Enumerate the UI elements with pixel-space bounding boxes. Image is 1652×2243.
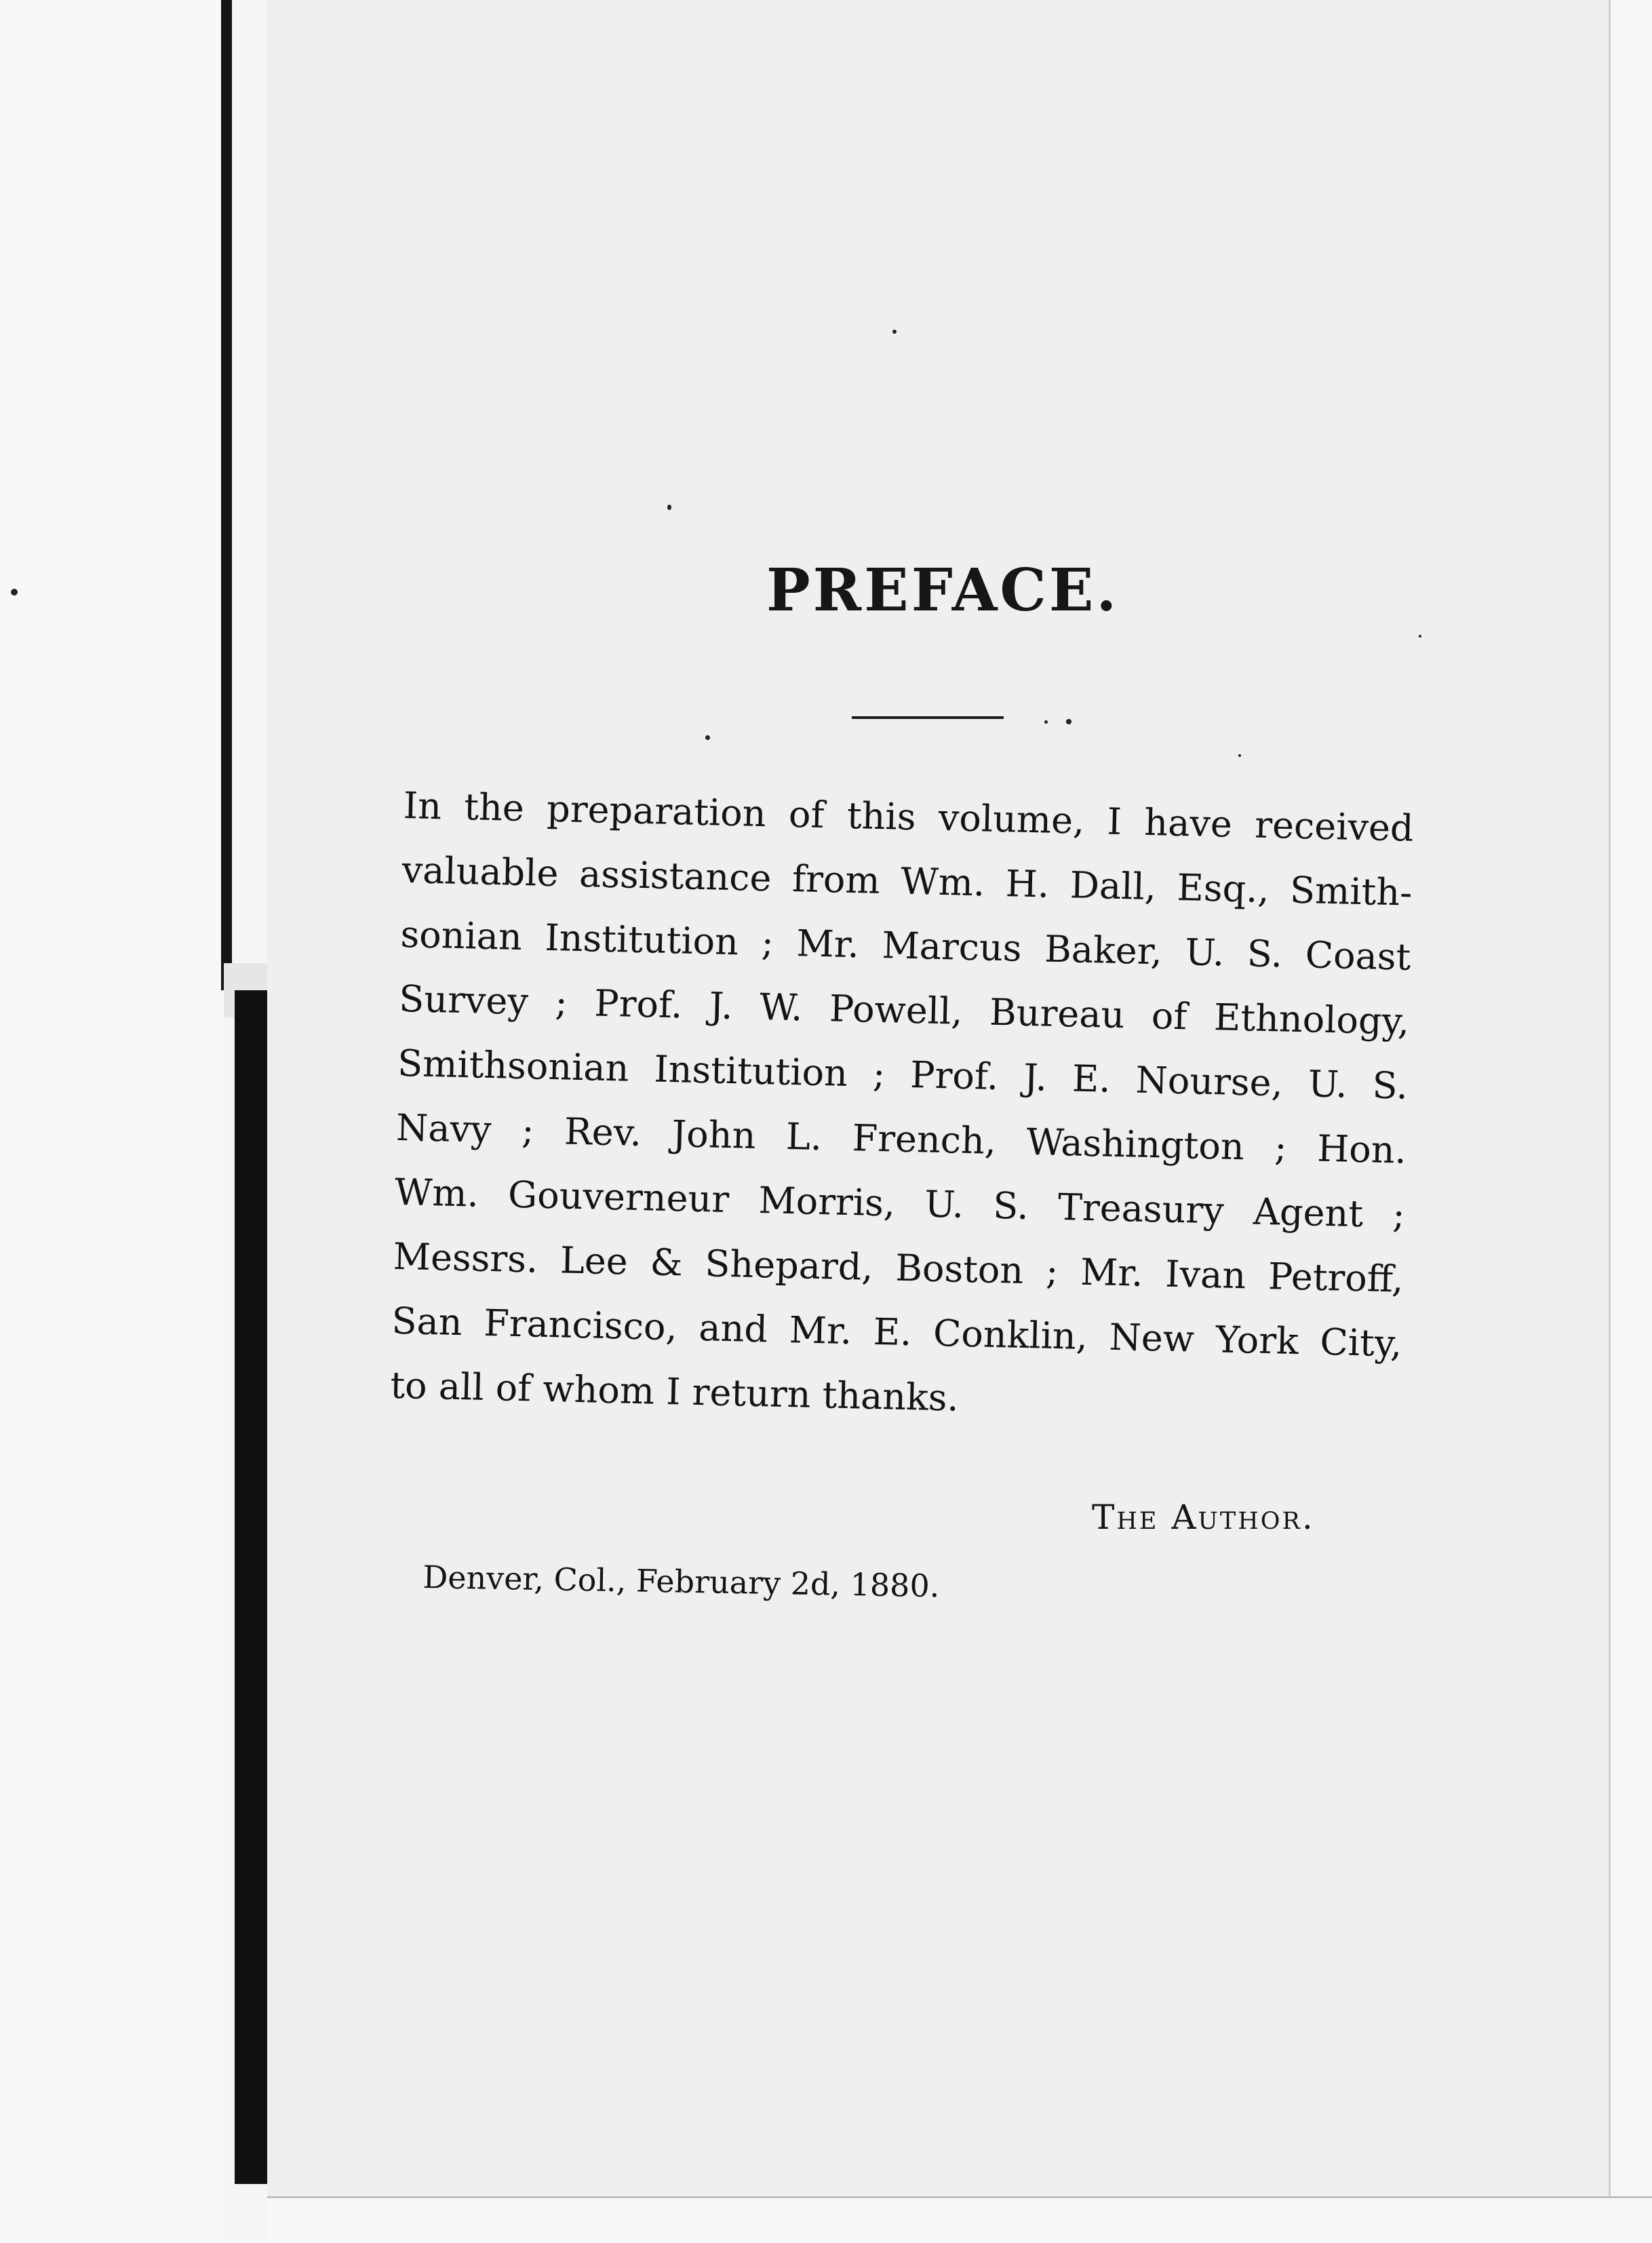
print-speck [1419,635,1421,638]
print-speck [667,505,671,510]
body-line: Survey ; Prof. J. W. Powell, Bureau of Ethnology, [398,977,1410,1043]
body-line: San Francisco, and Mr. E. Conklin, New York City, [391,1299,1403,1365]
print-speck [892,330,897,334]
page-right-margin [1609,0,1652,2241]
print-speck [705,735,710,740]
body-line: to all of whom I return thanks. [389,1363,960,1420]
binding-gutter-upper [221,0,232,990]
body-line: valuable assistance from Wm. H. Dall, Esq., Smith- [401,848,1413,914]
body-line: Smithsonian Institution ; Prof. J. E. Nourse, U. S. [397,1041,1409,1108]
facing-page-edge [0,0,224,2241]
dateline: Denver, Col., February 2d, 1880. [422,1559,940,1605]
author-signature: The Author. [1092,1498,1315,1537]
page-title: PREFACE. [766,556,1120,625]
print-speck [1066,719,1071,724]
binding-gutter-lower [235,990,267,2184]
preface-body [389,773,1434,1441]
print-speck [1238,754,1241,757]
page-bottom-margin [267,2196,1652,2243]
print-speck [1044,720,1048,724]
title-rule [852,716,1004,719]
body-line: sonian Institution ; Mr. Marcus Baker, U. S. Coast [399,912,1411,979]
body-line: Messrs. Lee & Shepard, Boston ; Mr. Ivan Petroff, [393,1234,1404,1301]
body-line: Navy ; Rev. John L. French, Washington ; Hon. [395,1106,1407,1172]
print-speck [11,589,18,596]
body-line: In the preparation of this volume, I have received [403,783,1415,850]
body-line: Wm. Gouverneur Morris, U. S. Treasury Agent ; [394,1170,1406,1236]
